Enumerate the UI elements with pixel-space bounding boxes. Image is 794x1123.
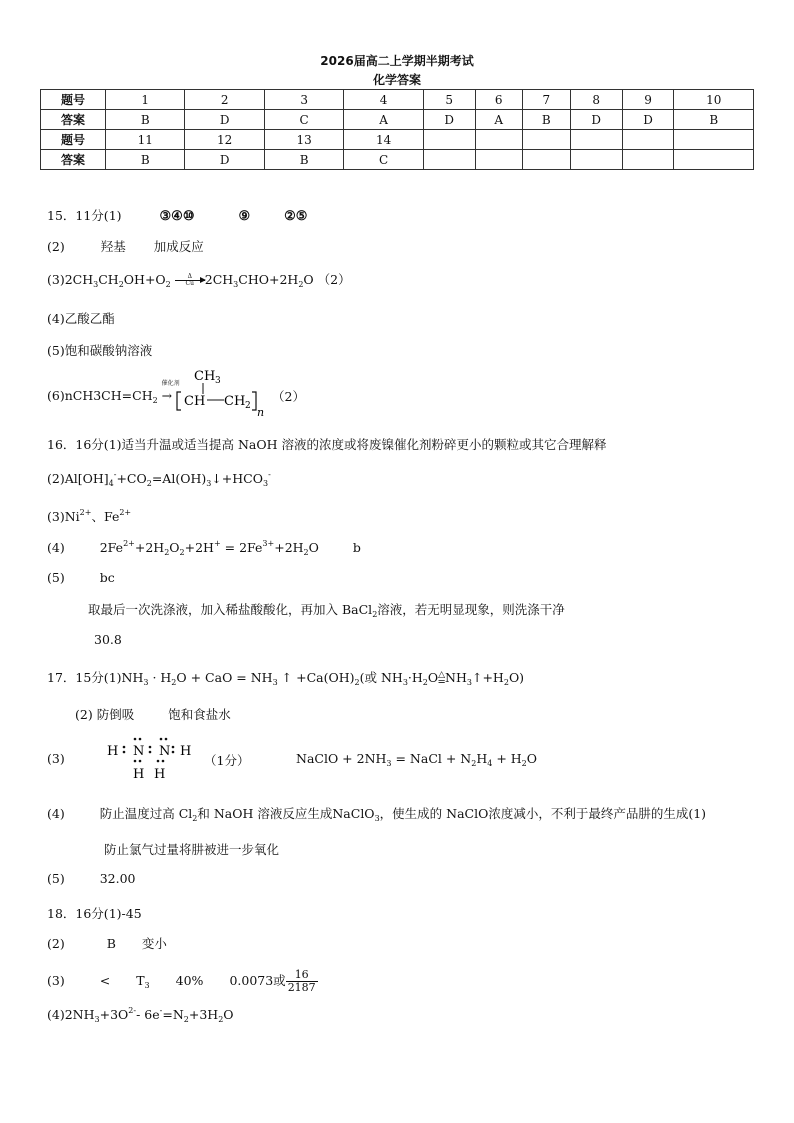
table-cell: B — [106, 150, 185, 170]
table-cell: D — [185, 110, 264, 130]
svg-text:CH: CH — [224, 394, 246, 409]
table-cell: 3 — [264, 90, 343, 110]
q15-part4: (4)乙酸乙酯 — [47, 311, 115, 326]
svg-text:n: n — [257, 406, 265, 419]
table-cell: 14 — [344, 130, 423, 150]
row-header: 答案 — [41, 150, 106, 170]
q16-part5-result: 30.8 — [94, 632, 122, 647]
q17-part5: (5) 32.00 — [47, 871, 136, 886]
q17-part1: 17．15分$(1)NH_3 \cdot H_2O$ + CaO = $NH_3$ ↑ $+Ca(OH)_2$(或 $NH_3\cdot H_2O$ △ ═ $NH_3↑+H_2O$) — [47, 669, 525, 688]
table-cell: C — [344, 150, 423, 170]
page-title: 2026届高二上学期半期考试 — [320, 54, 474, 68]
q16-part2: $(2)Al[OH]_4^-+CO_2=Al(OH)_3↓+HCO_3^-$ — [47, 470, 271, 488]
svg-text:N: N — [159, 744, 171, 759]
table-cell — [475, 150, 522, 170]
page-subtitle: 化学答案 — [372, 73, 421, 87]
svg-text:H: H — [133, 767, 145, 782]
table-cell: 7 — [522, 90, 570, 110]
table-row — [41, 150, 754, 170]
q16-part5: (5) bc — [47, 570, 115, 585]
table-cell: B — [522, 110, 570, 130]
table-cell: B — [106, 110, 185, 130]
row-header: 题号 — [41, 90, 106, 110]
table-cell: 1 — [106, 90, 185, 110]
table-cell: 8 — [570, 90, 622, 110]
table-cell — [522, 130, 570, 150]
svg-text:H: H — [180, 744, 192, 759]
svg-text:H: H — [154, 767, 166, 782]
fraction: $\frac{16}{2187}$ — [287, 968, 316, 994]
q15-answer-a: ③④⑩ — [159, 209, 195, 224]
table-cell: A — [475, 110, 522, 130]
q18-part3: $(3) < T_3$ 40% 0.0073或 $\frac{16}{2187}$ — [47, 968, 316, 994]
q15-answer-c: ②⑤ — [284, 209, 308, 224]
table-cell — [423, 150, 475, 170]
q18-part1: 18．16分(1)-45 — [47, 906, 142, 921]
q18-part4: $(4)2NH_3+3O^{2-}-$ $6e^-=N_2+3H_2O$ — [47, 1006, 234, 1024]
table-cell: D — [185, 150, 264, 170]
table-cell — [622, 130, 674, 150]
q16-part3: $(3)Ni^{2+}$、$Fe^{2+}$ — [47, 508, 132, 524]
table-cell: 12 — [185, 130, 264, 150]
q16-part5-wash: 取最后一次洗涤液，加入稀盐酸酸化，再加入 BaCl$_2$溶液，若无明显现象，则洗涤干净 — [88, 602, 565, 619]
q18-part2: (2) B 变小 — [47, 936, 167, 951]
table-cell: D — [570, 110, 622, 130]
svg-text:3: 3 — [215, 376, 221, 386]
table-cell: 5 — [423, 90, 475, 110]
svg-text:H: H — [107, 744, 119, 759]
table-cell — [475, 130, 522, 150]
svg-text:N: N — [133, 744, 145, 759]
q17-part4: (4) 防止温度过高 $Cl_2$和 NaOH 溶液反应生成NaClO$_3$，使生成的 NaClO浓度减小，不利于最终产品肼的生成(1) — [47, 806, 707, 823]
reaction-arrow: $\frac{\Delta}{Cu}$ — [175, 274, 205, 287]
q15-part3: $(3)2CH_3CH_2OH+O_2$ $\frac{\Delta}{Cu}$ $2CH_3CHO+2H_2O$ （2） — [47, 272, 351, 289]
row-header: 答案 — [41, 110, 106, 130]
q15-part2: (2) 羟基 加成反应 — [47, 239, 204, 254]
table-cell — [570, 150, 622, 170]
row-header: 题号 — [41, 130, 106, 150]
table-cell — [674, 150, 754, 170]
table-cell: 2 — [185, 90, 264, 110]
table-cell: B — [674, 110, 754, 130]
q16-part4: (4) $2Fe^{2+}+2H_2O_2+2H^+ = 2Fe^{3+}+2H_2O$ b — [47, 539, 361, 557]
q16-part1: 16．16分(1)适当升温或适当提高 NaOH 溶液的浓度或将废镍催化剂粉碎更小的颗粒或其它合理解释 — [47, 437, 607, 452]
table-cell: A — [344, 110, 423, 130]
table-row — [41, 110, 754, 130]
table-cell: D — [423, 110, 475, 130]
q15-part6: $(6)nCH3CH=CH_2$ 催化剂 → — [47, 380, 180, 405]
table-cell: 6 — [475, 90, 522, 110]
table-cell: 11 — [106, 130, 185, 150]
table-cell — [522, 150, 570, 170]
table-cell: B — [264, 150, 343, 170]
q15-answer-b: ⑨ — [238, 209, 251, 224]
svg-text:2: 2 — [245, 401, 251, 411]
q17-part3-label: (3) — [47, 751, 65, 766]
table-row — [41, 130, 754, 150]
table-cell: D — [622, 110, 674, 130]
q17-part4-b: 防止氯气过量将肼被进一步氧化 — [104, 842, 280, 857]
table-cell: 10 — [674, 90, 754, 110]
q15-part1: 15．11分(1) ③④⑩ ⑨ ②⑤ — [47, 208, 308, 224]
table-cell — [570, 130, 622, 150]
svg-text:CH: CH — [184, 394, 206, 409]
table-cell — [674, 130, 754, 150]
table-cell: C — [264, 110, 343, 130]
answer-table — [40, 89, 754, 170]
table-cell — [622, 150, 674, 170]
table-cell: 13 — [264, 130, 343, 150]
hydrazine-electron-formula — [103, 734, 198, 784]
polypropylene-structure — [172, 366, 265, 419]
q15-part5: (5)饱和碳酸钠溶液 — [47, 343, 153, 358]
q17-part3-equation: NaClO + $2NH_3$ = NaCl + $N_2H_4 + H_2O$ — [296, 751, 538, 768]
table-cell: 9 — [622, 90, 674, 110]
svg-text:CH: CH — [194, 369, 216, 384]
table-row — [41, 90, 754, 110]
q17-part2: (2) 防倒吸 饱和食盐水 — [75, 707, 231, 722]
table-cell: 4 — [344, 90, 423, 110]
table-cell — [423, 130, 475, 150]
